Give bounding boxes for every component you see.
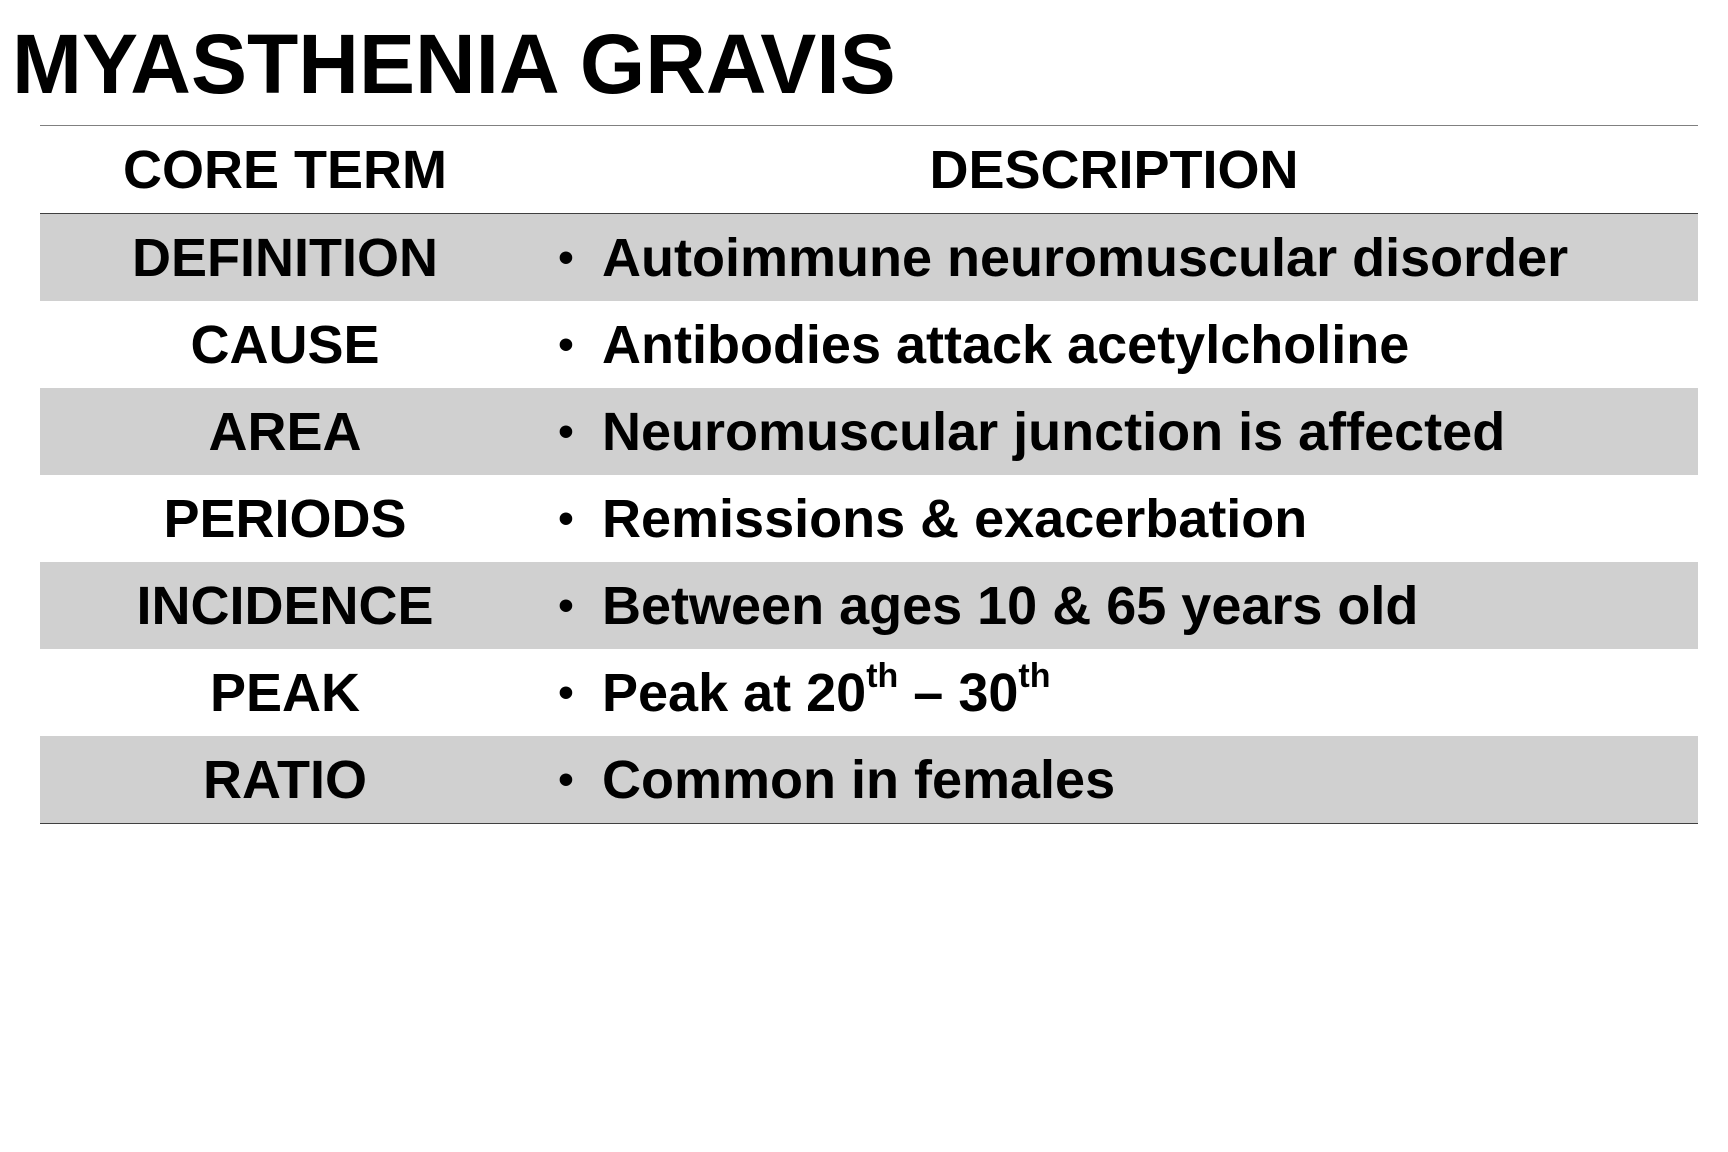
peak-superscript-1: th bbox=[866, 656, 899, 695]
bullet-icon: • bbox=[558, 754, 574, 804]
header-core-term: CORE TERM bbox=[123, 139, 447, 200]
bullet-icon: • bbox=[558, 319, 574, 369]
bullet-icon: • bbox=[558, 667, 574, 717]
terms-table bbox=[40, 125, 1698, 824]
row-term: DEFINITION bbox=[132, 227, 438, 288]
bullet-icon: • bbox=[558, 232, 574, 282]
bullet-icon: • bbox=[558, 406, 574, 456]
page-title: MYASTHENIA GRAVIS bbox=[12, 17, 896, 111]
row-description: Autoimmune neuromuscular disorder bbox=[602, 227, 1569, 288]
row-term: PEAK bbox=[209, 662, 361, 723]
table-row-periods bbox=[40, 475, 1698, 562]
row-term: RATIO bbox=[203, 749, 367, 810]
bullet-icon: • bbox=[558, 493, 574, 543]
row-term: CAUSE bbox=[190, 314, 380, 375]
table-row-ratio bbox=[40, 736, 1698, 824]
row-description: Remissions & exacerbation bbox=[602, 488, 1308, 549]
peak-superscript-2: th bbox=[1018, 656, 1051, 695]
table-row-incidence bbox=[40, 562, 1698, 649]
row-term: PERIODS bbox=[163, 488, 407, 549]
table-row-peak bbox=[40, 649, 1698, 736]
row-description: Antibodies attack acetylcholine bbox=[602, 314, 1410, 375]
bullet-icon: • bbox=[558, 580, 574, 630]
peak-middle: – 30 bbox=[898, 662, 1019, 723]
row-description: Common in females bbox=[602, 749, 1116, 810]
row-description bbox=[602, 656, 1051, 724]
row-description: Between ages 10 & 65 years old bbox=[602, 575, 1419, 636]
table-row-definition bbox=[40, 214, 1698, 301]
header-description: DESCRIPTION bbox=[929, 139, 1299, 200]
table-header-row bbox=[40, 126, 1698, 214]
row-description: Neuromuscular junction is affected bbox=[602, 401, 1506, 462]
peak-prefix: Peak at 20 bbox=[602, 662, 867, 723]
table-row-cause bbox=[40, 301, 1698, 388]
row-term: AREA bbox=[208, 401, 362, 462]
row-term: INCIDENCE bbox=[136, 575, 434, 636]
table-row-area bbox=[40, 388, 1698, 475]
